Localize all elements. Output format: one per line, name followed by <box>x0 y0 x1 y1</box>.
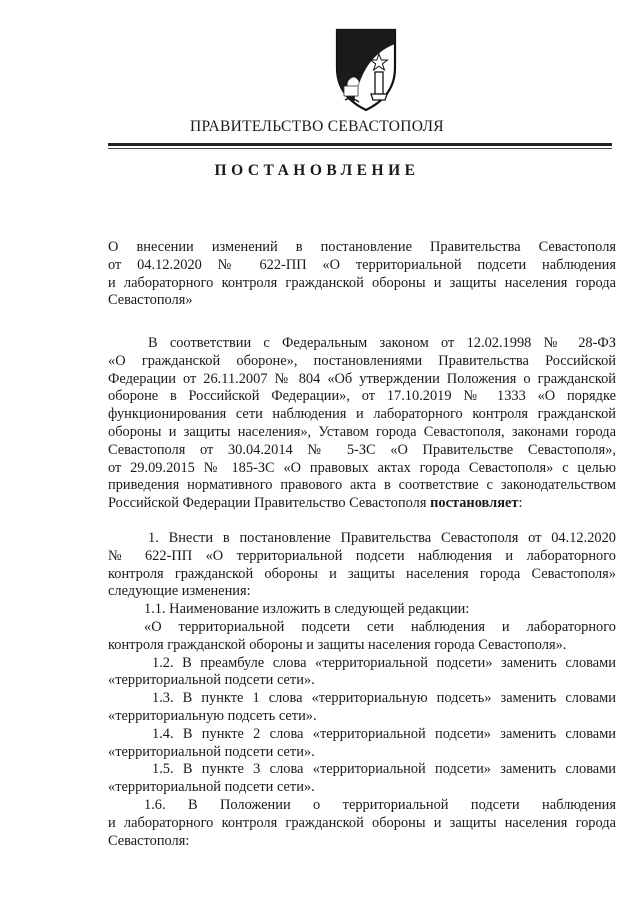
body-line: «территориальной подсети сети». <box>108 672 315 689</box>
preamble-line: обороне в Российской Федерации», от 17.10.2019 № 1333 «О порядке <box>108 388 616 405</box>
preamble-line: «О гражданской обороне», постановлениями Правительства Российской <box>108 352 616 369</box>
preamble-line: от 29.09.2015 № 185-ЗС «О правовых актах города Севастополя» с целью <box>108 459 616 476</box>
body-line: № 622-ПП «О территориальной подсети наблюдения и лабораторного <box>108 547 616 564</box>
body-line: следующие изменения: <box>108 583 251 600</box>
decree-subject <box>108 239 616 310</box>
body-line: 1.6. В Положении о территориальной подсети наблюдения <box>144 796 616 813</box>
body-line: Севастополя: <box>108 832 190 849</box>
preamble-line: обороны и защиты населения», Уставом города Севастополя, законами города <box>108 423 616 440</box>
decree-preamble <box>108 335 616 513</box>
header-divider-thin <box>108 148 612 149</box>
subject-line: О внесении изменений в постановление Правительства Севастополя <box>108 239 616 255</box>
subject-line: от 04.12.2020 № 622-ПП «О территориальной подсети наблюдения <box>108 256 616 273</box>
decree-body <box>108 530 616 850</box>
body-line: «территориальной подсети сети». <box>108 743 315 760</box>
body-line: «О территориальной подсети сети наблюдения и лабораторного <box>144 618 616 635</box>
government-name: ПРАВИТЕЛЬСТВО СЕВАСТОПОЛЯ <box>190 118 444 135</box>
preamble-line: В соответствии с Федеральным законом от 12.02.1998 № 28-ФЗ <box>148 335 616 351</box>
header-divider-thick <box>108 143 612 146</box>
body-line: и лабораторного контроля гражданской обороны и защиты населения города <box>108 814 616 831</box>
coat-of-arms-icon <box>329 24 403 112</box>
body-line: 1.3. В пункте 1 слова «территориальную подсеть» заменить словами <box>152 690 616 707</box>
preamble-line: Севастополя от 30.04.2014 № 5-ЗС «О Правительстве Севастополя», <box>108 441 616 458</box>
body-line: 1.1. Наименование изложить в следующей редакции: <box>144 601 470 618</box>
resolves-colon: : <box>518 495 523 512</box>
body-line: 1.4. В пункте 2 слова «территориальной подсети» заменить словами <box>152 725 616 742</box>
preamble-line: функционирования сети наблюдения и лабораторного контроля гражданской <box>108 406 616 423</box>
preamble-line: Российской Федерации Правительство Севастополя <box>108 495 427 512</box>
body-line: 1.2. В преамбуле слова «территориальной подсети» заменить словами <box>152 654 616 671</box>
subject-line: Севастополя» <box>108 292 193 309</box>
subject-line: и лабораторного контроля гражданской обороны и защиты населения города <box>108 274 616 291</box>
body-line: «территориальной подсети сети». <box>108 779 315 796</box>
preamble-last-line <box>108 495 616 513</box>
preamble-line: приведения нормативного правового акта в соответствие с законодательством <box>108 477 616 494</box>
body-line: контроля гражданской обороны и защиты населения города Севастополя». <box>108 636 567 653</box>
body-line: контроля гражданской обороны и защиты населения города Севастополя» <box>108 565 616 582</box>
document-type-title: ПОСТАНОВЛЕНИЕ <box>214 162 420 179</box>
resolves-word: постановляет <box>430 495 519 512</box>
preamble-line: Федерации от 26.11.2007 № 804 «Об утверждении Положения о гражданской <box>108 370 616 387</box>
body-line: 1.5. В пункте 3 слова «территориальной подсети» заменить словами <box>152 761 616 778</box>
body-line: 1. Внести в постановление Правительства Севастополя от 04.12.2020 <box>148 530 616 546</box>
body-line: «территориальную подсеть сети». <box>108 707 317 724</box>
